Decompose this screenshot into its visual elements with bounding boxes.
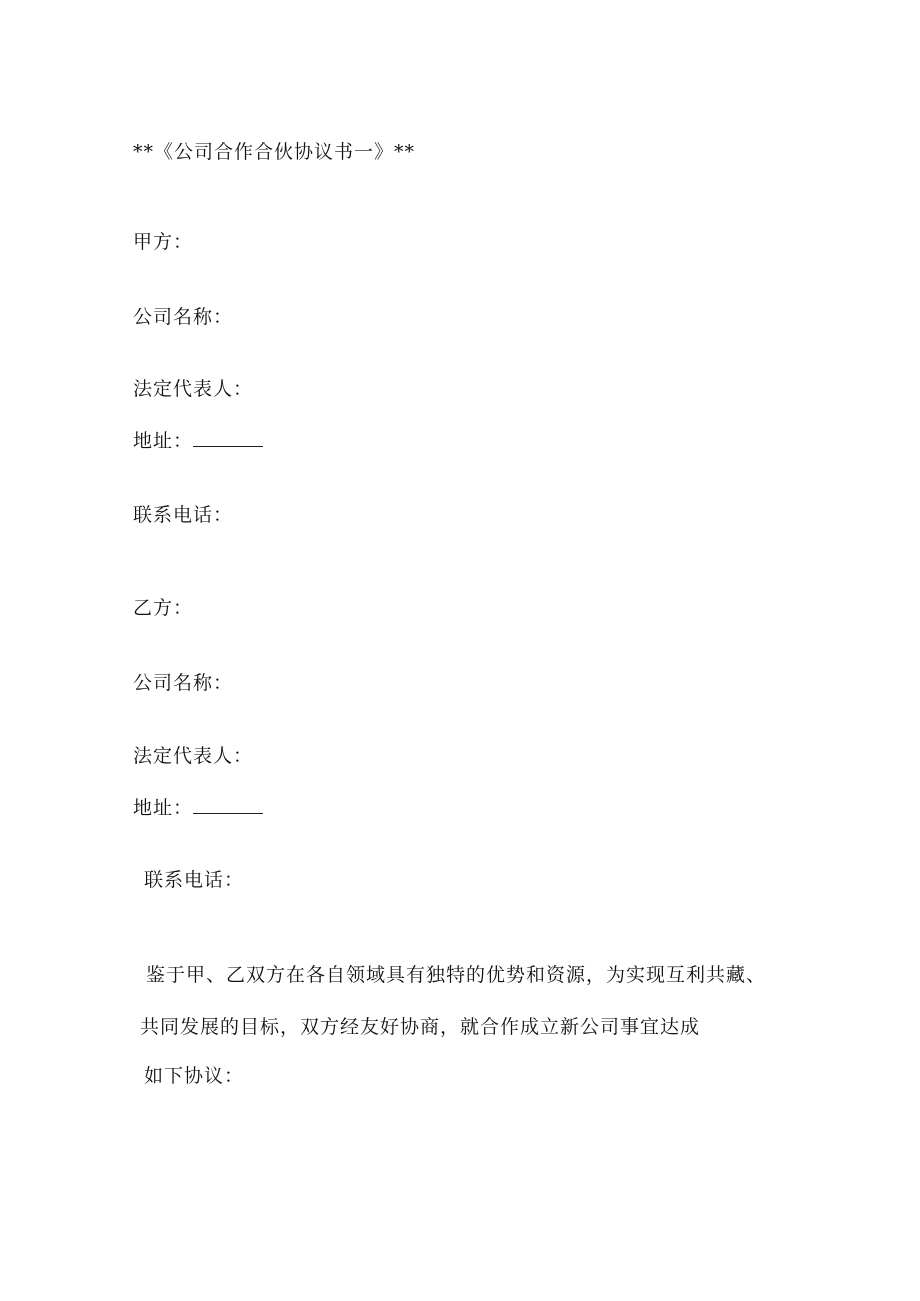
party-a-address-blank [193, 428, 263, 447]
preamble-line-3: 如下协议： [144, 1065, 245, 1087]
party-a-address-row [133, 428, 263, 453]
party-b-address-blank [193, 795, 263, 814]
party-a-heading: 甲方： [133, 231, 194, 253]
party-a-company-name-label: 公司名称： [133, 306, 234, 328]
party-b-phone-label: 联系电话： [144, 869, 245, 891]
preamble-line-2: 共同发展的目标，双方经友好协商，就合作成立新公司事宜达成 [140, 1016, 701, 1038]
party-b-address-label: 地址： [133, 797, 194, 819]
party-a-address-label: 地址： [133, 430, 194, 452]
party-b-company-name-label: 公司名称： [133, 672, 234, 694]
party-b-heading: 乙方： [133, 597, 194, 619]
preamble-line-1: 鉴于甲、乙双方在各自领域具有独特的优势和资源，为实现互利共藏、 [146, 964, 767, 986]
document-title: **《公司合作合伙协议书一》** [133, 141, 416, 163]
party-a-legal-rep-label: 法定代表人： [133, 378, 254, 400]
party-a-phone-label: 联系电话： [133, 504, 234, 526]
party-b-address-row [133, 795, 263, 820]
party-b-legal-rep-label: 法定代表人： [133, 745, 254, 767]
